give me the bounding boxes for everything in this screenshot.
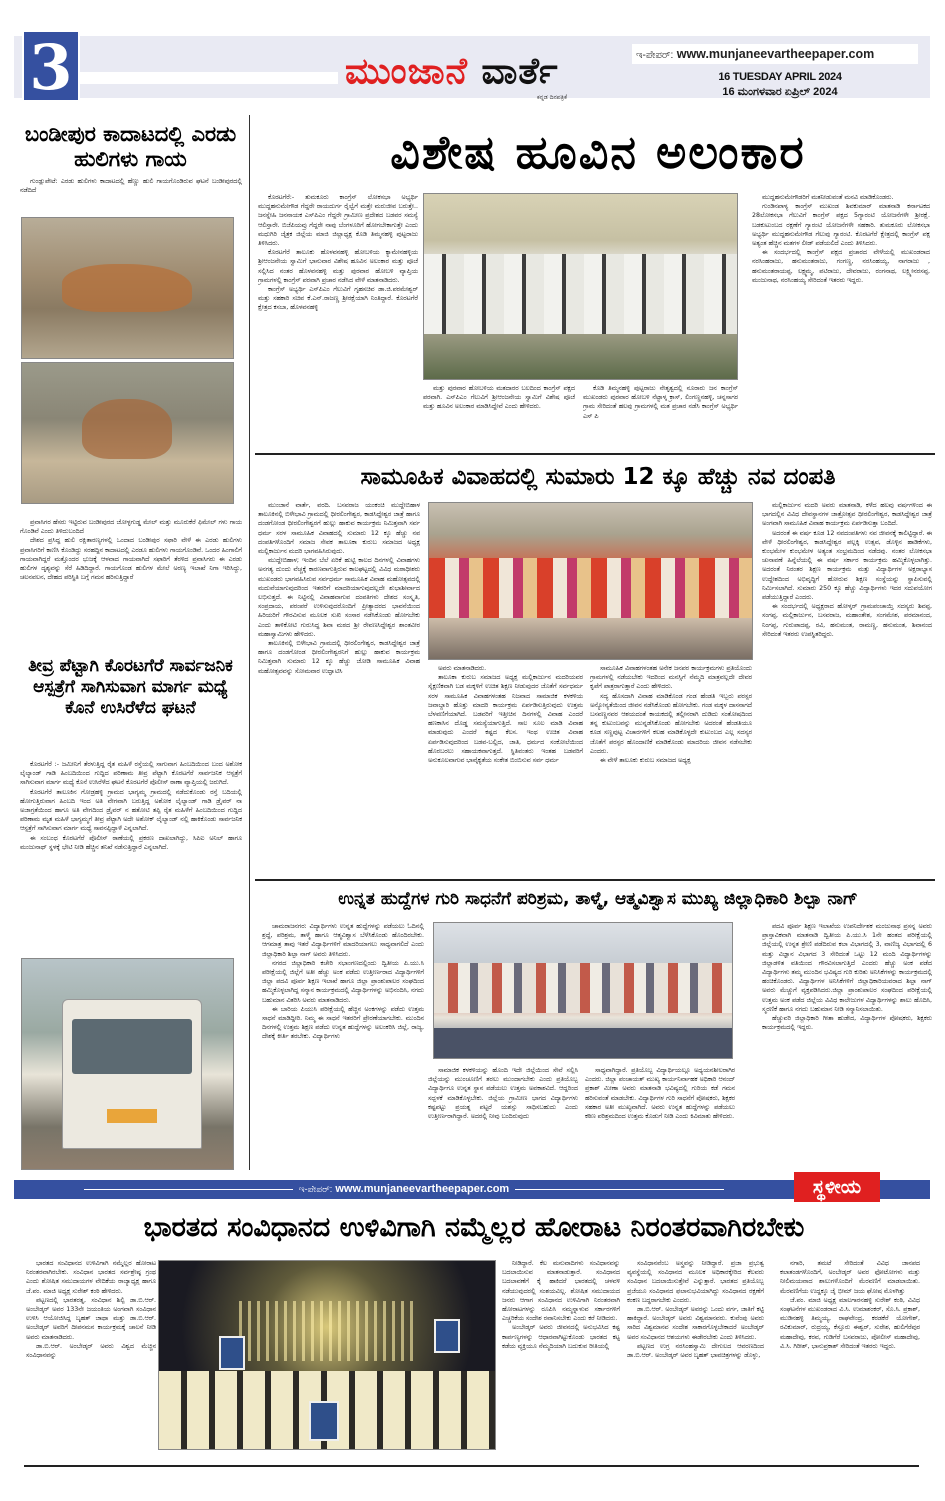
date-kannada: 16 ಮಂಗಳವಾರ ಏಪ್ರಿಲ್ 2024 <box>722 86 838 98</box>
table-shape <box>434 1028 733 1059</box>
constitution-col1: ಭಾರತದ ಸಂವಿಧಾನದ ಉಳಿವಿಗಾಗಿ ನಮ್ಮೆಲ್ಲರ ಹೋರಾಟ ನಿರಂತರವಾಗಿರಬೇಕು. ಸಂವಿಧಾನ ಭಾರತದ ಸರ್ವಶ್ರೇಷ್ಠ ಗ್ರಂಥ ಎಂದು ಶೋಷಿತ ಸಮುದಾಯಗಳ ವೇದಿಕೆಯ ರಾಜ್ಯಾಧ್ಯಕ್ಷ ಹಾಗೂ ಜೆ.ಪಂ. ಮಾಜಿ ಅಧ್ಯಕ್ಷ ಸುರೇಶ್ ಕಂಠಿ ಹೇಳಿದರು. ಪಟ್ಟಣದಲ್ಲಿ ಭಾರತರತ್ನ, ಸಂವಿಧಾನ ಶಿಲ್ಪಿ ಡಾ.ಬಿ.ಆರ್. ಅಂಬೇಡ್ಕರ್ ಅವರ 133ನೇ ಜಯಂತಿಯ ಅಂಗವಾಗಿ ಸಂವಿಧಾನ ಉಳಿಸಿ ಆಯೋಜಿಸಿದ್ದ ಬೃಹತ್ ಜಾಥಾ ಮತ್ತು ಡಾ.ಬಿ.ಆರ್. ಅಂಬೇಡ್ಕರ್ ಅವರಿಗೆ ದೀಪನಮನ ಕಾರ್ಯಕ್ರಮಕ್ಕೆ ಚಾಲನೆ ನೀಡಿ ಅವರು ಮಾತನಾಡಿದರು. ಡಾ.ಬಿ.ಆರ್. ಅಂಬೇಡ್ಕರ್ ಅವರು ವಿಶ್ವದ ಮೆಚ್ಚಿನ ಸಂವಿಧಾನವನ್ನು <box>26 1260 156 1360</box>
lights-shape <box>239 1301 419 1361</box>
newspaper-logo <box>345 50 559 94</box>
flower-col1: ಕೊರಟಗೆರೆ:- ತುಮಕೂರು ಕಾಂಗ್ರೆಸ್ ಲೋಕಸಭಾ ಅಭ್ಯರ್ಥಿ ಮುದ್ದಹನುಮೇಗೌಡ ಗೆದ್ದರೇ ರಾಯದುರ್ಗ ರೈಲ್ವೆಗೆ ಮತ್ತೇ ಮರುಜೀವ ಬರುತ್ತೇ.. ಜನಸ್ನೇಹಿ ಜನನಾಯಕ ಎಸ್‌ಪಿಎಂ ಗೆದ್ದರೇ ಗ್ರಾಮೀಣ ಪ್ರದೇಶದ ಬಡವರ ಸಮಸ್ಯೆ ಆಲಿಸ್ತಾರೇ. ಬಿಜೆಪಿಯವ್ರು ಗೆದ್ದರೇ ನಾವು ಬೆಂಗಳೂರಿಗೆ ಹೋಗಬೇಕಾಗುತ್ತೇ ಎಂದು ಮಧುಗಿರಿ ಜೈತ್ರಕ ಜಿಲ್ಲೆಯ ಮಾಜಿ ಜಿಲ್ಲಾಧ್ಯಕ್ಷ ಕೊಡಿ ತಿಮ್ಮನಹಳ್ಳಿ ಪುಟ್ಟರಾಜು ತಿಳಿಸಿದರು. ಕೊರಟಗೆರೆ ತಾಲೂಕು ಹೊಳವನಹಳ್ಳಿ ಹೋಬಳಿಯ ಕ್ಯಾಮೇನಹಳ್ಳಿಯ ಶ್ರೀಆಂಜನೇಯ ಸ್ವಾಮಿಗೆ ಭಾನುವಾರ ವಿಶೇಷ ಹೂವಿನ ಅಲಂಕಾರ ಮತ್ತು ಪೂಜೆ ಸಲ್ಲಿಸಿದ ನಂತರ ಹೊಳವನಹಳ್ಳಿ ಮತ್ತು ಪುರವಾರ ಹೋಬಳಿ ವ್ಯಾಪ್ತಿಯ ಗ್ರಾಮಗಳಲ್ಲಿ ಕಾಂಗ್ರೆಸ್ ಪರವಾಗಿ ಪ್ರಚಾರ ನಡೆಸಿದ ವೇಳೆ ಮಾತನಾಡಿದರು. ಕಾಂಗ್ರೆಸ್ ಅಭ್ಯರ್ಥಿ ಎಸ್‌ಪಿಎಂ ಗೆಲುವಿಗೆ ಗೃಹಸಚಿವ ಡಾ.ಜಿ.ಪರಮೇಶ್ವರ್ ಮತ್ತು ಸಹಕಾರಿ ಸಚಿವ ಕೆ.ಎನ್.ರಾಜಣ್ಣ ಶ್ರೀರಕ್ಷೆಯಾಗಿ ನಿಂತಿದ್ದಾರೆ. ಕೊರಟಗೆರೆ ಕ್ಷೇತ್ರದ ಕಸಬಾ, ಹೊಳವನಹಳ್ಳಿ <box>258 194 418 312</box>
constitution-rally-photo <box>158 1260 496 1450</box>
wedding-photo <box>428 502 753 660</box>
people-row-shape <box>434 963 733 1013</box>
epaper-url[interactable]: www.munjaneevartheepaper.com <box>676 47 875 61</box>
flower-col2: ಮತ್ತು ಪುರವಾರ ಹೋಬಳಿಯ ಮತದಾರರ ಬಲದಿಂದ ಕಾಂಗ್ರೆಸ್ ಪಕ್ಷದ ಪರವಾಗಿ. ಎಸ್‌ಪಿಎಂ ಗೆಲುವಿಗೆ ಶ್ರೀಆಂಜನೇಯ ಸ್ವಾಮಿಗೆ ವಿಶೇಷ ಪೂಜೆ ಮತ್ತು ಹೂವಿನ ಅಲಂಕಾರ ಮಾಡಿಸಿದ್ದೇವೆ ಎಂದು ಹೇಳಿದರು. <box>423 385 575 411</box>
section-label: ಸ್ಥಳೀಯ <box>794 1172 880 1202</box>
flower-group-photo <box>423 193 738 380</box>
constitution-col3: ಸಂವಿಧಾನವೆಂಬ ಅಸ್ತ್ರವನ್ನು ನೀಡಿದ್ದಾರೆ. ಪ್ರಜಾ ಪ್ರಭುತ್ವ ವ್ಯವಸ್ಥೆಯಲ್ಲಿ ಸಂವಿಧಾನದ ಮೂಲಕ ಅಧಿಕಾರಕ್ಕೇರಿದ ಕೆಲವರು ಸಂವಿಧಾನ ಬದಲಾಯಿಸುತ್ತೇವೆ ಎನ್ನುತ್ತಾರೆ. ಭಾರತದ ಪ್ರತಿಯೊಬ್ಬ ಪ್ರಜೆಯೂ ಸಂವಿಧಾನದ ಫಲಾನುಭವಿಯಾಗಿದ್ದು ಸಂವಿಧಾನದ ರಕ್ಷಣೆಗೆ ಕಂಕಣ ಬದ್ಧರಾಗಬೇಕು ಎಂದರು. ಡಾ.ಬಿ.ಆರ್. ಅಂಬೇಡ್ಕರ್ ಅವರನ್ನು ಒಂದು ವರ್ಗ, ಜಾತಿಗೆ ಕಟ್ಟಿ ಹಾಕಿದ್ದಾರೆ. ಅಂಬೇಡ್ಕರ್ ಅವರು ವಿಶ್ವಮಾನವರು. ಕುವೆಂಪು ಅವರು ಸಾರಿದ ವಿಶ್ವಮಾನವ ಸಂದೇಶ ಸಾಕಾರಗೊಳ್ಳಬೇಕಾದರೆ ಅಂಬೇಡ್ಕರ್ ಅವರ ಸಂವಿಧಾನದ ಆಶಯಗಳು ಈಡೇರಬೇಕು ಎಂದು ತಿಳಿಸಿದರು. ಪಟ್ಟಣದ ಉಗ್ರ ನರಸಿಂಹಸ್ವಾಮಿ ದೇಗುಲದ ಆವರಣದಿಂದ ಡಾ.ಬಿ.ಆರ್. ಅಂಬೇಡ್ಕರ್ ಅವರ ಬೃಹತ್ ಭಾವಚಿತ್ರಗಳನ್ನು ಡೊಳ್ಳು, <box>627 1260 764 1360</box>
students-col3: ಸಾಧ್ಯವಾಗಿದ್ದಾರೆ. ಪ್ರತಿಯೊಬ್ಬ ವಿದ್ಯಾರ್ಥಿಯಲ್ಲೂ ಅಧ್ಯಯನಶೀಲರಾಗಿರ ಎಂದರು. ಜಿಲ್ಲಾ ಪಂಚಾಯತ್ ಮುಖ್ಯ ಕಾರ್ಯನಿರ್ವಾಹಕ ಅಧಿಕಾರಿ ಆನಂದ್ ಪ್ರಕಾಶ್ ಮೀಣಾ ಅವರು ಮಾತನಾಡಿ ಭವಿಷ್ಯದಲ್ಲಿ ಗುರಿಯ ಕಡೆ ಗಮನ ಹರಿಸುವಂತೆ ಮಾಡಬೇಕು. ವಿದ್ಯಾರ್ಥಿಗಳ ಗುರಿ ಸಾಧನೆಗೆ ಪೋಷಕರು, ಶಿಕ್ಷಕರ ಸಹಕಾರ ಅತೀ ಮುಖ್ಯವಾಗಿದೆ. ಅವರು ಉನ್ನತ ಹುದ್ದೆಗಳನ್ನು ಪಡೆಯಲು ಕಠಿಣ ಪರಿಶ್ರಮದಿಂದ ಉತ್ತಮ ಕೊಡುಗೆ ನೀಡಿ ಎಂದು ಕಿವಿಮಾತು ಹೇಳಿದರು. <box>585 1067 735 1121</box>
section-strip <box>14 1180 794 1199</box>
students-headline: ಉನ್ನತ ಹುದ್ದೆಗಳ ಗುರಿ ಸಾಧನೆಗೆ ಪರಿಶ್ರಮ, ತಾಳ್ಮೆ, ಆತ್ಮವಿಶ್ವಾಸ ಮುಖ್ಯ ಜಿಲ್ಲಾಧಿಕಾರಿ ಶಿಲ್ಪಾ ನಾಗ್ <box>338 889 858 909</box>
number-plate-shape <box>107 1109 157 1123</box>
logo-part2: ವಾರ್ತೆ <box>481 51 559 92</box>
wedding-col1: ಮುಂಜಾನೆ ವಾರ್ತೆ, ವರದಿ. ಬಸವರಾಜ ಯಂಕಂಚಿ ಮುದ್ದೇಬಿಹಾಳ ತಾಲೂಕಿನಲ್ಲಿ ಬಿಳೇಭಾವಿ ಗ್ರಾಮದಲ್ಲಿ ಧೀರಲಿಂಗೇಶ್ವರ, ಕಾಡಸಿದ್ದೇಶ್ವರ ಜಾತ್ರೆ ಹಾಗೂ ದಂಡಗೋಂಡ ಧೀರಲಿಂಗೇಶ್ವರಗೆ ಹುಲ್ಲು ಹಾಕುವ ಕಾರ್ಯಕ್ರಮ ನಿಮಿತ್ತವಾಗಿ ಸರ್ವ ಧರ್ಮ ಸರಳ ಸಾಮೂಹಿಕ ವಿವಾಹದಲ್ಲಿ ಸುಮಾರು 12 ಕ್ಕೂ ಹೆಚ್ಚು ನವ ದಂಪತಿಗಳೊಂದಿಗೆ ಸಮಾಜ ಸೇವಕ ತಾಲೂಕಾ ಕುರುಬ ಸಮಾಜದ ಅಧ್ಯಕ್ಷ ಮಲ್ಲಿಕಾರ್ಜುನ ಮದರಿ ಭಾಗವಹಿಸಿರುವುದು. ಮುದ್ದೇಬಿಹಾಳ; ಇಂದಿನ ಬೆಲೆ ಏರಿಕೆ ಹುಟ್ಟಿ ಕಾಲದ ದಿನಗಳಲ್ಲಿ ವಿವಾಹಗಳು ಅನಗತ್ಯ ದುಂದು ವೆಚ್ಚಕ್ಕೆ ಕಾರಣವಾಗುತ್ತಿರುವ ಕಾಲಘಟ್ಟದಲ್ಲಿ ವಿವಿಧ ಮಠಾಧೀಶರು ಮುಖಂಡರು ಭಾಗವಹಿಸಿರುವ ಸರ್ವಧರ್ಮ ಸಾಮೂಹಿಕ ವಿವಾಹ ಮಹೋತ್ಸವದಲ್ಲಿ ಮದುವೆಯಾಗುವುದರಿಂದ ಇತರರಿಗೆ ಮಾದರಿಯಾಗುವುದಲ್ಲದೇ ಶುಭಾಶೀರ್ವಾದ ಲಭಿಸುತ್ತದೆ. ಈ ನಿಟ್ಟಿನಲ್ಲಿ ವಿವಾಹವಾಗುವ ದಂಪತಿಗಳು ದೇಶದ ಸಂಸ್ಕೃತಿ, ಸಂಪ್ರದಾಯ, ಪರಂಪರೆ ಉಳಿಸುವುದರೊಂದಿಗೆ ಪ್ರೀತ್ಯಾದರದ ಭಾವನೆಯಿಂದ ಹಿರಿಯರಿಗೆ ಗೌರವಿಸುವ ಮೂಲಕ ಸುಖಿ ಸಂಸಾರ ನಡೆಸಿಕೊಂಡು ಹೋಗಬೇಕು ಎಂದು ತಾಳಿಕೋಟಿ ಗುರುಸಿದ್ಧ ಶಿವಾ ಮಠದ ಶ್ರೀ ರೇವಣಸಿದ್ದೇಶ್ವರ ಶಾಂತವೀರ ಮಹಾಸ್ವಾಮಿಗಳು ಹೇಳಿದರು. ತಾಲೂಕಿನಲ್ಲಿ ಬಿಳೇಭಾವಿ ಗ್ರಾಮದಲ್ಲಿ ಧೀರಲಿಂಗೇಶ್ವರ, ಕಾಡಸಿದ್ದೇಶ್ವರ ಜಾತ್ರೆ ಹಾಗೂ ದಂಡಗೋಂಡ ಧೀರಲಿಂಗೇಶ್ವರನಿಗೆ ಹುಲ್ಲು ಹಾಕುವ ಕಾರ್ಯಕ್ರಮ ನಿಮಿತ್ತವಾಗಿ ಸುಮಾರು 12 ಕ್ಕೂ ಹೆಚ್ಚು ಜೋಡಿ ಸಾಮೂಹಿಕ ವಿವಾಹ ಮಹೋತ್ಸವವನ್ನು ಸೋಮವಾರ ಉದ್ಘಾಟಿಸಿ <box>258 502 420 675</box>
students-photo <box>433 922 733 1059</box>
tigers-photo-1 <box>21 217 234 359</box>
people-row-shape <box>424 254 738 334</box>
tigers-headline: ಬಂಡೀಪುರ ಕಾದಾಟದಲ್ಲಿ ಎರಡು ಹುಲಿಗಳು ಗಾಯ <box>24 122 237 171</box>
constitution-col4: ನಗಾರಿ, ತಮಟೆ ಸೇರಿದಂತೆ ವಿವಿಧ ಜಾನಪದ ಕಲಾತಂಡಗಳೊಂದಿಗೆ, ಅಂಬೇಡ್ಕರ್ ಅವರ ಫೋಟೋಗಳು ಮತ್ತು ನೀಲಿಮಯವಾದ ಶಾಲುಗಳೊಂದಿಗೆ ಮೆರವಣಿಗೆ ಮಾಡಲಾಯಿತು. ಮೆರವಣಿಗೆಯ ಉದ್ದಕ್ಕೂ ಜೈ ಭೀಮ್ ಜಯ ಘೋಷ ಮೊಳಗಿತ್ತು ಜೆ.ಪಂ. ಮಾಜಿ ಅಧ್ಯಕ್ಷ ಮಾಲಗಾರನಹಳ್ಳಿ ಸುರೇಶ್ ಕಂಠಿ, ವಿವಿಧ ಸಂಘಟನೆಗಳ ಮುಖಂಡರಾದ ವಿ.ಸಿ. ಉಮಾಶಂಕರ್, ಸೊ.ಸಿ. ಪ್ರಕಾಶ್, ಮುಡಿನಹಳ್ಳಿ ತಿಮ್ಮಯ್ಯ, ರಾಘವೇಂದ್ರ, ಕರಡಕೆರೆ ಯೋಗೇಶ್, ರವಿಕುಮಾರ್, ರುದ್ರಯ್ಯ, ಕೆಸ್ತೂರು ಈಶ್ವರ್, ಸುರೇಶ, ಹುಲಿಗೆರೆಪುರ ಮಹಾದೇವು, ಕರವ, ಗುಡಿಗೆರೆ ಬಸವರಾಜು, ಪೋಲೀಸ್ ಮಹಾದೇವು, ವಿ.ಸಿ. ಗಿರೀಶ್, ಭಾನುಪ್ರಕಾಶ್ ಸೇರಿದಂತೆ ಇತರರು ಇದ್ದರು. <box>780 1260 920 1350</box>
windshield-shape <box>72 1019 192 1074</box>
logo-tagline: ಕನ್ನಡ ದಿನಪತ್ರಿಕೆ <box>537 94 568 101</box>
flower-headline: ವಿಶೇಷ ಹೂವಿನ ಅಲಂಕಾರ <box>390 125 806 179</box>
epaper-link[interactable] <box>632 44 918 64</box>
tiger-icon <box>82 399 172 459</box>
students-col2: ಸಾಮಾಜಿಕ ಕಳಕಳಿಯನ್ನು ಹೊಂದಿ ಇದೇ ಜಿಲ್ಲೆಯಿಂದ ಸೇವೆ ಸಲ್ಲಿಸಿ ಜಿಲ್ಲೆಯನ್ನು ಮುಂಚೂಣಿಗೆ ತರಲು ಮುಂದಾಗಬೇಕು ಎಂದು ಪ್ರತಿಯೊಬ್ಬ ವಿದ್ಯಾರ್ಥಿಗೂ ಉನ್ನತ ಸ್ಥಾನ ಪಡೆಯಲು ಉತ್ತಮ ಅವಕಾಶವಿದೆ. ಆದ್ದರಿಂದ ಸದ್ಬಳಕೆ ಮಾಡಿಕೊಳ್ಳಬೇಕು. ಜಿಲ್ಲೆಯ ಗ್ರಾಮೀಣ ಭಾಗದ ವಿದ್ಯಾರ್ಥಿಗಳು ಕಷ್ಟಪಟ್ಟು ಪ್ರಯತ್ನ ಪಟ್ಟರೆ ಯಶಸ್ಸು ಸಾಧಿಸಬಹುದು ಎಂದು ಉತ್ತೀರ್ಣರಾಗಿದ್ದಾರೆ. ಅದರಲ್ಲಿ ನೀವು ಬಂದಿರುವುದು <box>428 1067 578 1121</box>
couples-row-shape <box>429 558 753 618</box>
logo-part1: ಮುಂಜಾನೆ <box>345 51 468 92</box>
masthead-rule <box>80 72 338 84</box>
wedding-col2: ಅವರು ಮಾತನಾಡಿದರು. ತಾಲೂಕಾ ಕುರುಬ ಸಮಾಜದ ಅಧ್ಯಕ್ಷ ಮಲ್ಲಿಕಾರ್ಜುನ ಮದರಿಯವರ ಸೈಕ್ಷಣಿಕವಾಗಿ ಬಡ ಮಕ್ಕಳಿಗೆ ಉಚಿತ ಶಿಕ್ಷಣ ನೀಡುವುದರ ಜೊತೆಗೆ ಸರ್ವಧರ್ಮ ಸರಳ ಸಾಮೂಹಿಕ ವಿವಾಹಗಳಂತಹ ನಿಜವಾದ ಸಾಮಾಜಿಕ ಕಳಕಳಿಯ ಜವಾಬ್ದಾರಿ ಹೊತ್ತು ಮಾದರಿ ಕಾರ್ಯಕ್ರಮ ಏರ್ಪಡಿಸುತ್ತಿರುವುದು ಉತ್ತಮ ಬೆಳವಣಿಗೆಯಾಗಿದೆ. ಬಡವರಿಗೆ ಇತ್ತೀಚಿನ ದಿನಗಳಲ್ಲಿ ವಿವಾಹ ಎಂದರೆ ಹಣಕಾಸಿನ ದೊಡ್ಡ ಸಮಸ್ಯೆಯಾಗುತ್ತಿದೆ. ಸಾಲ ಸೂಲ ಮಾಡಿ ವಿವಾಹ ಮಾಡುವುದು ಎಂದರೆ ಕಷ್ಟದ ಕೆಲಸ. ಇಂಥ ಉಚಿತ ವಿವಾಹ ಏರ್ಪಡಿಸುವುದರಿಂದ ಬಡವ-ಬಲ್ಲಿದ, ಜಾತಿ, ಧರ್ಮದ ಸಂಕೋಲೆಯಿಂದ ಹೊರಬರಲು ಸಹಾಯಕವಾಗುತ್ತದೆ. ಸ್ಥಿತಿವಂತರು ಇಂತಹ ಬಡವರಿಗೆ ಅನುಕೂಲವಾಗುವ ಭಾವೈಕ್ಯತೆಯ ಸಂಕೇತ ಬಿಂಬಿಸುವ ಸರ್ವ ಧರ್ಮ <box>428 665 583 765</box>
flower-col3: ಕೊಡಿ ತಿಮ್ಮನಹಳ್ಳಿ ಪುಟ್ಟರಾಜು ನೇತೃತ್ವದಲ್ಲಿ ನೂರಾರು ಜನ ಕಾಂಗ್ರೆಸ್ ಮುಖಂಡರು ಪುರವಾರ ಹೋಬಳಿ ನೆಟ್ಟಾಳ್ಕ ಕ್ರಾಸ್, ಲಿಂಗಣ್ಣನಹಳ್ಳಿ, ಚನ್ನಸಾಗರ ಗ್ರಾಮ ಸೇರಿದಂತೆ ಹಲವು ಗ್ರಾಮಗಳಲ್ಲಿ ಮತ ಪ್ರಚಾರ ನಡೆಸಿ ಕಾಂಗ್ರೆಸ್ ಅಭ್ಯರ್ಥಿ ಎಸ್ ಪಿ <box>583 385 738 420</box>
section-strip-end <box>880 1180 930 1199</box>
epaper-label: ಇ-ಪೇಪರ್: <box>636 50 674 61</box>
column-divider <box>249 115 250 1170</box>
portrait-placard-icon <box>219 1336 245 1370</box>
accident-body: ಕೊರಟಗೆರೆ :- ಜಮೀನಿಗೆ ತೆರಳುತ್ತಿದ್ದ ರೈತ ಮಹಿಳೆ ರಸ್ತೆಯಲ್ಲಿ ಸಾಗುವಾಗ ಹಿಂಬದಿಯಿಂದ ಬಂದ ಅಶೋಕ ಲೈಲ್ಯಾಂಡ್ ಗಾಡಿ ಹಿಂಬದಿಯಿಂದ ಗುದ್ದಿದ ಪರಿಣಾಮ ತೀವ್ರ ಪೆಟ್ಟಾಗಿ ಕೊರಟಗೆರೆ ಸಾರ್ವಜನಿಕ ಆಸ್ಪತ್ರೆಗೆ ಸಾಗಿಸುವಾಗ ಮಾರ್ಗ ಮಧ್ಯೆ ಕೊನೆ ಉಸಿರೆಳೆದ ಘಟನೆ ಕೊರಟಗೆರೆ ಪೊಲೀಸ್ ಠಾಣಾ ವ್ಯಾಪ್ತಿಯಲ್ಲಿ ಜರುಗಿದೆ. ಕೊರಟಗೆರೆ ತಾಲೂಕಿನ ಗೋಡ್ರಹಳ್ಳಿ ಗ್ರಾಮದ ಭಾಗ್ಯಮ್ಮ ಗ್ರಾಮದಲ್ಲಿ ನಡೆದುಕೊಂಡು ರಸ್ತೆ ಬದಿಯಲ್ಲಿ ಹೋಗುತ್ತಿರುವಾಗ ಹಿಂಬದಿ ಇಂದ ಅತಿ ವೇಗವಾಗಿ ಬರುತ್ತಿದ್ದ ಅಶೋಕ ಲೈಲ್ಯಾಂಡ್ ಗಾಡಿ ಡ್ರೈವರ್ ನಾ ಅಜಾಗ್ರತೆಯಿಂದ ಹಾಗೂ ಅತಿ ವೇಗದಿಂದ ಡ್ರೈವರ್ ನ ಹತೋಟಿ ತಪ್ಪಿ ರೈತ ಮಹಿಳೆಗೆ ಹಿಂಬದಿಯಿಂದ ಗುದ್ದಿದ ಪರಿಣಾಮ ಮೃತ ಮಹಿಳೆ ಭಾಗ್ಯಮ್ಮಗೆ ತೀವ್ರ ಪೆಟ್ಟಾಗಿ ಅದೇ ಅಶೋಕ್ ಲೈಲ್ಯಾಂಡ್ ನಲ್ಲಿ ಹಾಕಿಕೊಂಡು ಸಾರ್ವಜನಿಕ ಆಸ್ಪತ್ರೆಗೆ ಸಾಗಿಸುವಾಗ ಮಾರ್ಗ ಮಧ್ಯೆ ಸಾವನಪ್ಪಿದ್ದಾಳೆ ಎನ್ನಲಾಗಿದೆ. ಈ ಸಂಬಂಧ ಕೊರಟಗೆರೆ ಪೊಲೀಸ್ ಠಾಣೆಯಲ್ಲಿ ಪ್ರಕರಣ ದಾಖಲಾಗಿದ್ದು, ಸಿಪಿಐ ಅನಿಲ್ ಹಾಗೂ ಮಂಜುನಾಥ್ ಸ್ಥಳಕ್ಕೆ ಭೇಟಿ ನೀಡಿ ಹೆಚ್ಚಿನ ತನಿಖೆ ನಡೆಸುತ್ತಿದ್ದಾರೆ ಎನ್ನಲಾಗಿದೆ. <box>20 761 242 851</box>
tiger-icon <box>62 264 192 312</box>
portrait-placard-icon <box>434 1319 460 1353</box>
wedding-headline: ಸಾಮೂಹಿಕ ವಿವಾಹದಲ್ಲಿ ಸುಮಾರು 12 ಕ್ಕೂ ಹೆಚ್ಚು ನವ ದಂಪತಿ <box>360 464 836 490</box>
accident-vehicle-photo <box>21 958 234 1170</box>
students-col4: ಪದವಿ ಪೂರ್ವ ಶಿಕ್ಷಣ ಇಲಾಖೆಯ ಉಪನಿರ್ದೇಶಕ ಮಂಜುನಾಥ ಪ್ರಸನ್ನ ಅವರು ಪ್ರಾಸ್ತಾವಿಕವಾಗಿ ಮಾತನಾಡಿ ದ್ವಿತೀಯ ಪಿ.ಯು.ಸಿ 1ನೇ ಹಂತದ ಪರೀಕ್ಷೆಯಲ್ಲಿ ಜಿಲ್ಲೆಯಲ್ಲಿ ಉನ್ನತ ಶ್ರೇಣಿ ಪಡೆದಿರುವ ಕಲಾ ವಿಭಾಗದಲ್ಲಿ 3, ವಾಣಿಜ್ಯ ವಿಭಾಗದಲ್ಲಿ 6 ಮತ್ತು ವಿಜ್ಞಾನ ವಿಭಾಗದ 3 ಸೇರಿದಂತೆ ಒಟ್ಟು 12 ಮಂದಿ ವಿದ್ಯಾರ್ಥಿಗಳನ್ನು ಜಿಲ್ಲಾಡಳಿತ ವತಿಯಿಂದ ಗೌರವಿಸಲಾಗುತ್ತಿದೆ ಎಂದರು ಹೆಚ್ಚು ಅಂಕ ಪಡೆದ ವಿದ್ಯಾರ್ಥಿಗಳು ತಮ್ಮ ಮುಂದಿನ ಭವಿಷ್ಯದ ಗುರಿ ಕುರಿತು ಅನಿಸಿಕೆಗಳನ್ನು ಕಾರ್ಯಕ್ರಮದಲ್ಲಿ ಹಂಚಿಕೊಂಡರು. ವಿದ್ಯಾರ್ಥಿಗಳ ಅನಿಸಿಕೆಗಳಿಗೆ ಜಿಲ್ಲಾಧಿಕಾರಿಯವರಾದ ಶಿಲ್ಪಾ ನಾಗ್ ಅವರು ಮೆಚ್ಚುಗೆ ವ್ಯಕ್ತಪಡಿಸಿದರು.ಜಿಲ್ಲಾ ಪ್ರಾಂಶುಪಾಲರ ಸಂಘದಿಂದ ಪರೀಕ್ಷೆಯಲ್ಲಿ ಉತ್ತಮ ಅಂಕ ಪಡೆದ ಜಿಲ್ಲೆಯ ವಿವಿಧ ಕಾಲೇಜುಗಳ ವಿದ್ಯಾರ್ಥಿಗಳನ್ನು ಶಾಲು ಹೊದಿಸಿ, ಸ್ಮರಣಿಕೆ ಹಾಗೂ ನಗದು ಬಹುಮಾನ ನೀಡಿ ಸನ್ಮಾನಿಸಲಾಯಿತು. ಹೆಚ್ಚುವರಿ ಜಿಲ್ಲಾಧಿಕಾರಿ ಗೀತಾ ಹುಡೇದ, ವಿದ್ಯಾರ್ಥಿಗಳ ಪೋಷಕರು, ಶಿಕ್ಷಕರು ಕಾರ್ಯಕ್ರಮದಲ್ಲಿ ಇದ್ದರು. <box>762 923 932 1032</box>
strip-epaper[interactable] <box>14 1180 794 1199</box>
tigers-body: ಪ್ರವಾಸಿಗರ ಹೆಸರು ಇಟ್ಟಿರುವ ಬಂಡೀಪುರದ ಜೋಳ್ಳಗುಡ್ಡ ಮೇಲ್ ಮತ್ತು ಮೂರುಕೆರೆ ಫಿಮೇಲ್ ಗಳು ಗಾಯ ಗೊಂಡಿವೆ ಎಂದು ತಿಳಿದುಬಂದಿದೆ ದೇಶದ ಪ್ರಸಿದ್ಧ ಹುಲಿ ರಕ್ಷಿತಾರಣ್ಯಗಳಲ್ಲಿ ಒಂದಾದ ಬಂಡೀಪುರ ಸಫಾರಿ ವೇಳೆ ಈ ಎರಡು ಹುಲಿಗಳು ಪ್ರವಾಸಿಗರಿಗೆ ಕಾಣಿಸಿ ಕೊಂಡಿದ್ದು ಸರಹದ್ದಿನ ಕಾದಾಟದಲ್ಲಿ ಎರಡೂ ಹುಲಿಗಳು ಗಾಯಗೊಂಡಿವೆ. ಒಂದರ ಹಿಂಗಾಲಿಗೆ ಗಾಯವಾಗಿದ್ದರೆ ಮತ್ತೊಂದರ ಭುಜಕ್ಕೆ ಆಳವಾದ ಗಾಯವಾಗಿದೆ ಸಫಾರಿಗೆ ತೆರಳಿದ ಪ್ರವಾಸಿಗರು ಈ ಎರಡು ಹುಲಿಗಳ ದೃಶ್ಯವನ್ನು ಸೆರೆ ಹಿಡಿದಿದ್ದಾರೆ. ಗಾಯಗೊಂಡ ಹುಲಿಗಳ ಮೇಲೆ ಅರಣ್ಯ ಇಲಾಖೆ ನಿಗಾ ಇರಿಸಿದ್ದು, ಚಲನವಲನ, ದೇಹದ ಪರಿಸ್ಥಿತಿ ಬಗ್ಗೆ ಗಮನ ಹರಿಸುತ್ತಿದ್ದಾರೆ <box>20 519 242 582</box>
date-english: 16 TUESDAY APRIL 2024 <box>718 71 842 83</box>
tigers-lead: ಗುಂಡ್ಲುಪೇಟೆ: ಎರಡು ಹುಲಿಗಳು ಕಾದಾಟದಲ್ಲಿ ಹೆಣ್ಣು ಹುಲಿ ಗಾಯಗೊಂಡಿರುವ ಘಟನೆ ಬಂಡೀಪುರದಲ್ಲಿ ನಡೆದಿದೆ <box>20 178 242 195</box>
students-col1: ಚಾಮರಾಜನಗರ: ವಿದ್ಯಾರ್ಥಿಗಳು ಉನ್ನತ ಹುದ್ದೆಗಳನ್ನು ಪಡೆಯಲು ಓದಿನಲ್ಲಿ ಶ್ರದ್ಧೆ, ಪರಿಶ್ರಮ, ತಾಳ್ಮೆ ಹಾಗೂ ಆತ್ಮವಿಶ್ವಾಸ ಬೆಳೆಸಿಕೊಂಡು ಹೊಂದಿರಬೇಕು. ಆಗಮಾತ್ರ ತಾವು ಇತರೆ ವಿದ್ಯಾರ್ಥಿಗಳಿಗೆ ಮಾದರಿಯಾಗಲು ಸಾಧ್ಯವಾಗಲಿದೆ ಎಂದು ಜಿಲ್ಲಾಧಿಕಾರಿ ಶಿಲ್ಪಾ ನಾಗ್ ಅವರು ತಿಳಿಸಿದರು. ನಗರದ ಜಿಲ್ಲಾಧಿಕಾರಿ ಕಚೇರಿ ಸಭಾಂಗಣದಲ್ಲಿಂದು ದ್ವಿತೀಯ ಪಿ.ಯು.ಸಿ ಪರೀಕ್ಷೆಯಲ್ಲಿ ಜಿಲ್ಲೆಗೆ ಅತೀ ಹೆಚ್ಚು ಅಂಕ ಪಡೆದು ಉತ್ತೀರ್ಣರಾದ ವಿದ್ಯಾರ್ಥಿಗಳಿಗೆ ಜಿಲ್ಲಾ ಪದವಿ ಪೂರ್ವ ಶಿಕ್ಷಣ ಇಲಾಖೆ ಹಾಗೂ ಜಿಲ್ಲಾ ಪ್ರಾಂಶುಪಾಲರ ಸಂಘದಿಂದ ಹಮ್ಮಿಕೊಳ್ಳಲಾಗಿದ್ದ ಸನ್ಮಾನ ಕಾರ್ಯಕ್ರಮದಲ್ಲಿ ವಿದ್ಯಾರ್ಥಿಗಳನ್ನು ಅಭಿನಂದಿಸಿ, ನಗದು ಬಹುಮಾನ ವಿತರಿಸಿ ಅವರು ಮಾತನಾಡಿದರು. ಈ ಬಾರಿಯ ಪಿಯುಸಿ ಪರೀಕ್ಷೆಯಲ್ಲಿ ಹೆಚ್ಚಿನ ಅಂಕಗಳನ್ನು ಪಡೆದು ಉತ್ತಮ ಸಾಧನೆ ಮಾಡಿದ್ದೀರಿ. ನಿಮ್ಮ ಈ ಸಾಧನೆ ಇತರರಿಗೆ ಪ್ರೇರಣೆಯಾಗಬೇಕು. ಮುಂದಿನ ದಿನಗಳಲ್ಲಿ ಉತ್ತಮ ಶಿಕ್ಷಣ ಪಡೆದು ಉನ್ನತ ಹುದ್ದೆಗಳನ್ನು ಅಲಂಕರಿಸಿ ಜಿಲ್ಲೆ, ರಾಜ್ಯ, ದೇಶಕ್ಕೆ ಕೀರ್ತಿ ತರಬೇಕು. ವಿದ್ಯಾರ್ಥಿಗಳು <box>262 923 424 1041</box>
strip-epaper-label: ಇ-ಪೇಪರ್: <box>298 1184 333 1194</box>
tigers-photo-2 <box>21 362 234 504</box>
constitution-headline: ಭಾರತದ ಸಂವಿಧಾನದ ಉಳಿವಿಗಾಗಿ ನಮ್ಮೆಲ್ಲರ ಹೋರಾಟ ನಿರಂತರವಾಗಿರಬೇಕು <box>143 1212 805 1243</box>
page-number: 3 <box>22 30 80 102</box>
flower-col4: ಮುದ್ದಹನುಮೇಗೌಡರಿಗೆ ಮತನೀಡುವಂತೆ ಮನವಿ ಮಾಡಿಕೊಂಡರು. ಗುಂಡಿನಪಾಳ್ಯ ಕಾಂಗ್ರೆಸ್ ಮುಖಂಡ ಶಿವಕುಮಾರ್ ಮಾತನಾಡಿ ಕರ್ನಾಟಕದ 28ಲೋಕಸಭಾ ಗೆಲುವಿಗೆ ಕಾಂಗ್ರೆಸ್ ಪಕ್ಷದ 5ಗ್ಯಾರಂಟಿ ಯೋಜನೆಗಳೇ ಶ್ರೀರಕ್ಷೆ. ಬಡಕುಟುಂಬದ ರಕ್ಷಣೆಗೆ ಗ್ಯಾರಂಟಿ ಯೋಜನೆಗಳೇ ಸಹಕಾರಿ. ತುಮಕೂರು ಲೋಕಸಭಾ ಅಭ್ಯರ್ಥಿ ಮುದ್ದಹನುಮೇಗೌಡ ಗೆಲುವು ಗ್ಯಾರಂಟಿ. ಕೊರಟಗೆರೆ ಕ್ಷೇತ್ರದಲ್ಲಿ ಕಾಂಗ್ರೆಸ್ ಪಕ್ಷ ಅತ್ಯಂತ ಹೆಚ್ಚಿನ ಮತಗಳ ಲೀಡ್ ಪಡೆಯಲಿದೆ ಎಂದು ತಿಳಿಸಿದರು. ಈ ಸಂದರ್ಭದಲ್ಲಿ ಕಾಂಗ್ರೆಸ್ ಪಕ್ಷದ ಪ್ರಚಾರದ ವೇಳೆಯಲ್ಲಿ ಮುಖಂಡರಾದ ನರಸಿಂಹರಾಜು, ಹನುಮಂತರಾಜು, ಗಂಗಣ್ಣ, ನರಸಿಂಹಯ್ಯ, ನಾಗರಾಜು , ಹನುಮಂತರಾಯಪ್ಪ, ಲಕ್ಷ್ಮಮ್ಮ, ಪಟಿರಾಜು, ದೇವರಾಜು, ರಂಗನಾಥ, ಲಕ್ಷ್ಮೀನರಸಪ್ಪ, ಮಂಜುನಾಥ, ನರಸಿಂಹಯ್ಯ ಸೇರಿದಂತೆ ಇತರರು ಇದ್ದರು. <box>752 194 930 284</box>
constitution-col2: ನೀಡಿದ್ದಾರೆ. ಕೆಲ ಮನುವಾದಿಗಳು ಸಂವಿಧಾನವನ್ನು ಬದಲಾಯಿಸುವ ಮಾತನಾಡುತ್ತಾರೆ. ಸಂವಿಧಾನದ ಬದಲಾವಣೆಗೆ ಕೈ ಹಾಕಿದರೆ ಭಾರತದಲ್ಲಿ ಚಳವಳಿ ನಡೆಯುವುದರಲ್ಲಿ ಸಂಶಯವಿಲ್ಲ. ಶೋಷಿತ ಸಮುದಾಯದ ಜನರು ಆಗಾಗ ಸಂವಿಧಾನದ ಉಳಿವಿಗಾಗಿ ನಿರಂತರವಾಗಿ ಹೋರಾಟಗಳನ್ನು ರೂಪಿಸಿ ನಮ್ಮನ್ನಾಳುವ ಸರ್ಕಾರಗಳಿಗೆ ಎಚ್ಚರಿಕೆಯ ಸಂದೇಶ ರವಾನಿಸಬೇಕು ಎಂದು ಕರೆ ನೀಡಿದರು. ಅಂಬೇಡ್ಕರ್ ಅವರು ಜೀವನದಲ್ಲಿ ಅನುಭವಿಸಿದ ಕಷ್ಟ ಕಾರ್ಪಣ್ಯಗಳನ್ನು ಆಧಾರವಾಗಿಟ್ಟುಕೊಂಡು ಭಾರತದ ಕಟ್ಟ ಕಡೆಯ ವ್ಯಕ್ತಿಯೂ ನೆಮ್ಮದಿಯಾಗಿ ಬದುಕುವ ರೀತಿಯಲ್ಲಿ <box>502 1260 620 1350</box>
strip-epaper-url[interactable]: www.munjaneevartheepaper.com <box>335 1183 510 1195</box>
accident-headline: ತೀವ್ರ ಪೆಟ್ಟಾಗಿ ಕೊರಟಗೆರೆ ಸಾರ್ವಜನಿಕ ಆಸ್ಪತ್ರೆಗೆ ಸಾಗಿಸುವಾಗ ಮಾರ್ಗ ಮಧ್ಯೆ ಕೊನೆ ಉಸಿರೆಳೆದ ಘಟನೆ <box>28 656 233 718</box>
bottom-rule <box>24 1465 919 1467</box>
wedding-col4: ಮಲ್ಲಿಕಾರ್ಜುನ ಮದರಿ ಅವರು ಮಾತನಾಡಿ, ಕಳೆದ ಹಲವು ವರ್ಷಗಳಿಂದ ಈ ಭಾಗದಲ್ಲಿನ ವಿವಿಧ ದೇವಸ್ಥಾನಗಳ ಜಾತ್ರೋತ್ಸವ ಧೀರಲಿಂಗೇಶ್ವರ, ಕಾಡಸಿದ್ದೇಶ್ವರ ಜಾತ್ರೆ ಅಂಗವಾಗಿ ಸಾಮೂಹಿಕ ವಿವಾಹ ಕಾರ್ಯಕ್ರಮ ಏರ್ಪಡಿಸುತ್ತಾ ಬಂದಿದೆ. ಅದರಂತೆ ಈ ವರ್ಷ ಕೂಡ 12 ನವದಂಪತಿಗಳು ನವ ಜೀವನಕ್ಕೆ ಕಾಲಿಟ್ಟಿದ್ದಾರೆ. ಈ ವೇಳೆ ಧೀರಲಿಂಗೇಶ್ವರ, ಕಾಡಸಿದ್ದೇಶ್ವರ ಪಲ್ಲಕ್ಕಿ ಉತ್ಸವ, ಡೊಳ್ಳಿನ ಹಾಡಿಕೆಗಳು, ಕುಂಭಮೇಳ ಕುಂಭಮೇಳ ಅತ್ಯಂತ ಸಂಭ್ರಮದಿಂದ ನಡೆದವು. ನಂತರ ಲೋಕಸಭಾ ಚುನಾವಣೆ ಹಿನ್ನೆಲೆಯಲ್ಲಿ ಈ ವರ್ಷ ಸರ್ಕಾರ ಕಾರ್ಯಕ್ರಮ ಹಮ್ಮಿಕೊಳ್ಳಲಾಗಿತ್ತು. ಅದರಂತೆ ನಿರಂತರ ಶಿಕ್ಷಣ ಕಾರ್ಯಕ್ರಮ ಮತ್ತು ವಿದ್ಯಾರ್ಥಿಗಳ ಅಕ್ಷರಾಭ್ಯಾಸ ಉದ್ದೇಶದಿಂದ ಅಭಿವೃದ್ಧಿಗೆ ಹೋರುವ ಶಿಕ್ಷಣ ಸಂಸ್ಥೆಯನ್ನು ಸ್ಥಾಪಿಸುವಲ್ಲಿ ನಿರ್ಮಿಸಲಾಗಿದೆ. ಸುಮಾರು 250 ಕ್ಕೂ ಹೆಚ್ಚು ವಿದ್ಯಾರ್ಥಿಗಳು ಇದರ ಸದುಪಯೋಗ ಪಡೆಯುತ್ತಿದ್ದಾರೆ ಎಂದರು. ಈ ಸಂದರ್ಭದಲ್ಲಿ ಅಧ್ಯಕ್ಷರಾದ ಹೋಳ್ಕರ್ ಗ್ರಾಮಪಂಚಾಯ್ತಿ ಸದಸ್ಯರು ಶಿವಪ್ಪ, ಸಂಗಪ್ಪ, ಮಲ್ಲಿಕಾರ್ಜುನ, ಬಸವರಾಜ, ಮಹಾಂತೇಶ, ಸಂಗಮೇಶ, ಪರಮಾನಂದ, ನಿಂಗಪ್ಪ, ಗುರುಪಾದಪ್ಪ, ರವಿ, ಹನುಮಂತ, ರಾಮಣ್ಣ, ಹನುಮಂತ, ಶಿವಾನಂದ ಸೇರಿದಂತೆ ಇತರರು ಉಪಸ್ಥಿತರಿದ್ದರು. <box>762 502 932 638</box>
wedding-col3: ಸಾಮೂಹಿಕ ವಿವಾಹಗಳಂತಹ ಅನೇಕ ಜನಪರ ಕಾರ್ಯಕ್ರಮಗಳು ಪ್ರತಿಯೊಂದು ಗ್ರಾಮಗಳಲ್ಲಿ ನಡೆಯಬೇಕು ಇದರಿಂದ ಮನಸ್ಸಿಗೆ ನೆಮ್ಮದಿ ಮಾತ್ರವಲ್ಲದೇ ದೇವರ ಕೃಪೆಗೆ ಪಾತ್ರರಾಗುತ್ತಾರೆ ಎಂದು ಹೇಳಿದರು. ಸದ್ಯ ಹೊಸದಾಗಿ ವಿವಾಹ ಮಾಡಿಕೊಂಡ ಗಂಡ ಹೆಂಡತಿ ಇಬ್ಬರು ಪರಸ್ಪರ ಅನ್ಯೋನ್ಯತೆಯಿಂದ ಜೀವನ ನಡೆಸಿಕೊಂಡು ಹೋಗಬೇಕು. ಗಂಡ ಮಕ್ಕಳ ದಾಸನಾಗದೆ ಬಸವಣ್ಣನವರ ಆಶಯದಂತೆ ಕಾಯಕದಲ್ಲಿ ತಲ್ಲೀನರಾಗಿ ದುಡಿದು ಸಂತೋಷದಿಂದ ತನ್ನ ಕುಟುಂಬವನ್ನು ಮುನ್ನಡೆಸಿಕೊಂಡು ಹೋಗಬೇಕು ಅದರಂತೆ ಹೆಂಡತಿಯೂ ಕೂಡ ಸಣ್ಣಪುಟ್ಟ ವಿಚಾರಗಳಿಗೆ ಕಲಹ ಮಾಡಿಕೊಳ್ಳದೇ ಕುಟುಂಬದ ಎಲ್ಲ ಸದಸ್ಯರ ಜೊತೆಗೆ ಪರಸ್ಪರ ಹೊಂದಾಣಿಕೆ ಮಾಡಿಕೊಂಡು ಮಾದರಿಯ ಜೀವನ ನಡೆಸಬೇಕು ಎಂದರು. ಈ ವೇಳೆ ತಾಲೂಕು ಕುರುಬ ಸಮಾಜದ ಅಧ್ಯಕ್ಷ <box>590 665 752 765</box>
portrait-placard-icon <box>309 1401 339 1441</box>
section-rule <box>255 879 935 881</box>
section-rule <box>255 453 935 455</box>
